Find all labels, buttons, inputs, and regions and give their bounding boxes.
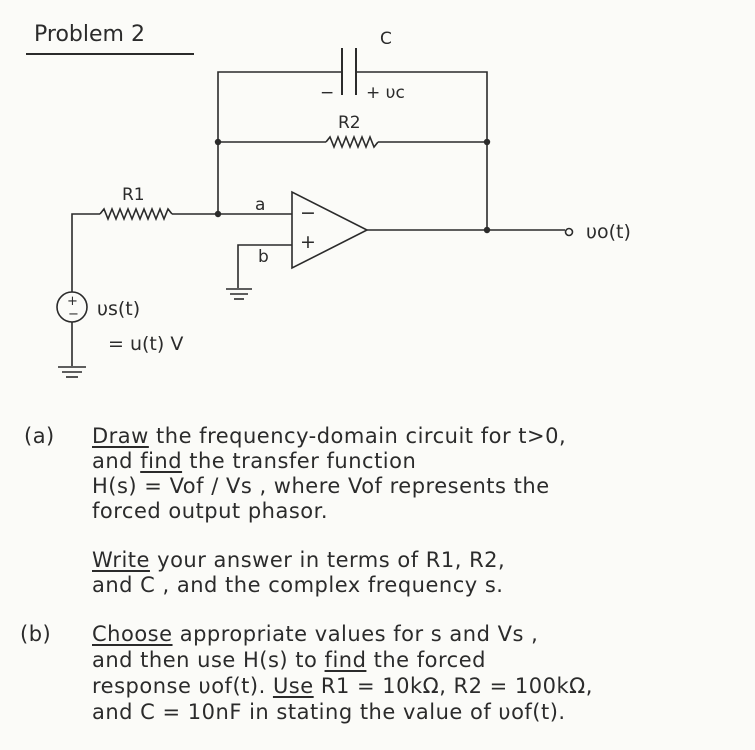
junction-dot — [484, 139, 490, 145]
junction-dot — [215, 139, 221, 145]
part-b-line3a: response υof(t). — [92, 674, 266, 698]
junction-dot — [215, 211, 221, 217]
part-a-line2: the transfer function — [189, 449, 417, 473]
label-c: C — [380, 29, 392, 49]
part-a-transfer-eq: H(s) = Vof / Vs , where Vof represents the — [92, 474, 550, 498]
label-r2: R2 — [338, 113, 361, 133]
part-b-use: Use — [272, 674, 314, 698]
output-terminal — [566, 229, 573, 236]
part-a-write: Write — [92, 548, 150, 572]
label-vc-minus: − — [320, 83, 335, 103]
resistor-r2 — [326, 137, 378, 147]
part-a-label: (a) — [24, 424, 55, 448]
part-a-line4: forced output phasor. — [92, 499, 329, 523]
source-minus: − — [68, 307, 79, 322]
part-b-choose: Choose — [92, 622, 173, 646]
part-b-find: find — [324, 648, 367, 672]
part-b-label: (b) — [20, 622, 52, 646]
label-vs-eq: = u(t) V — [108, 333, 184, 355]
junction-dot — [484, 227, 490, 233]
resistor-r1 — [100, 209, 172, 219]
part-b-line1: appropriate values for s and Vs , — [179, 622, 539, 646]
label-vs: υs(t) — [97, 298, 141, 320]
label-r1: R1 — [122, 185, 145, 205]
source-to-r1-wire — [72, 214, 100, 292]
op-amp-plus: + — [300, 231, 316, 253]
part-a-line1: the frequency-domain circuit for t>0, — [156, 424, 567, 448]
part-b-line2a: and then use H(s) to — [92, 648, 318, 672]
op-amp-minus: − — [300, 202, 316, 224]
part-a-line5: your answer in terms of R1, R2, — [157, 548, 506, 572]
part-b-line2b: the forced — [373, 648, 486, 672]
part-a-line6: and C , and the complex frequency s. — [92, 573, 504, 597]
part-a-draw: Draw — [92, 424, 149, 448]
label-vo: υo(t) — [586, 221, 631, 243]
label-vc: + υc — [366, 83, 405, 103]
label-node-b: b — [258, 247, 269, 267]
part-b-line4: and C = 10nF in stating the value of υof(t). — [92, 700, 566, 724]
problem-title: Problem 2 — [34, 22, 145, 47]
part-a-and: and — [92, 449, 134, 473]
part-b-line3b: R1 = 10kΩ, R2 = 100kΩ, — [320, 674, 593, 698]
label-node-a: a — [255, 195, 266, 215]
source-plus: + — [67, 294, 78, 309]
part-a-find: find — [140, 449, 183, 473]
